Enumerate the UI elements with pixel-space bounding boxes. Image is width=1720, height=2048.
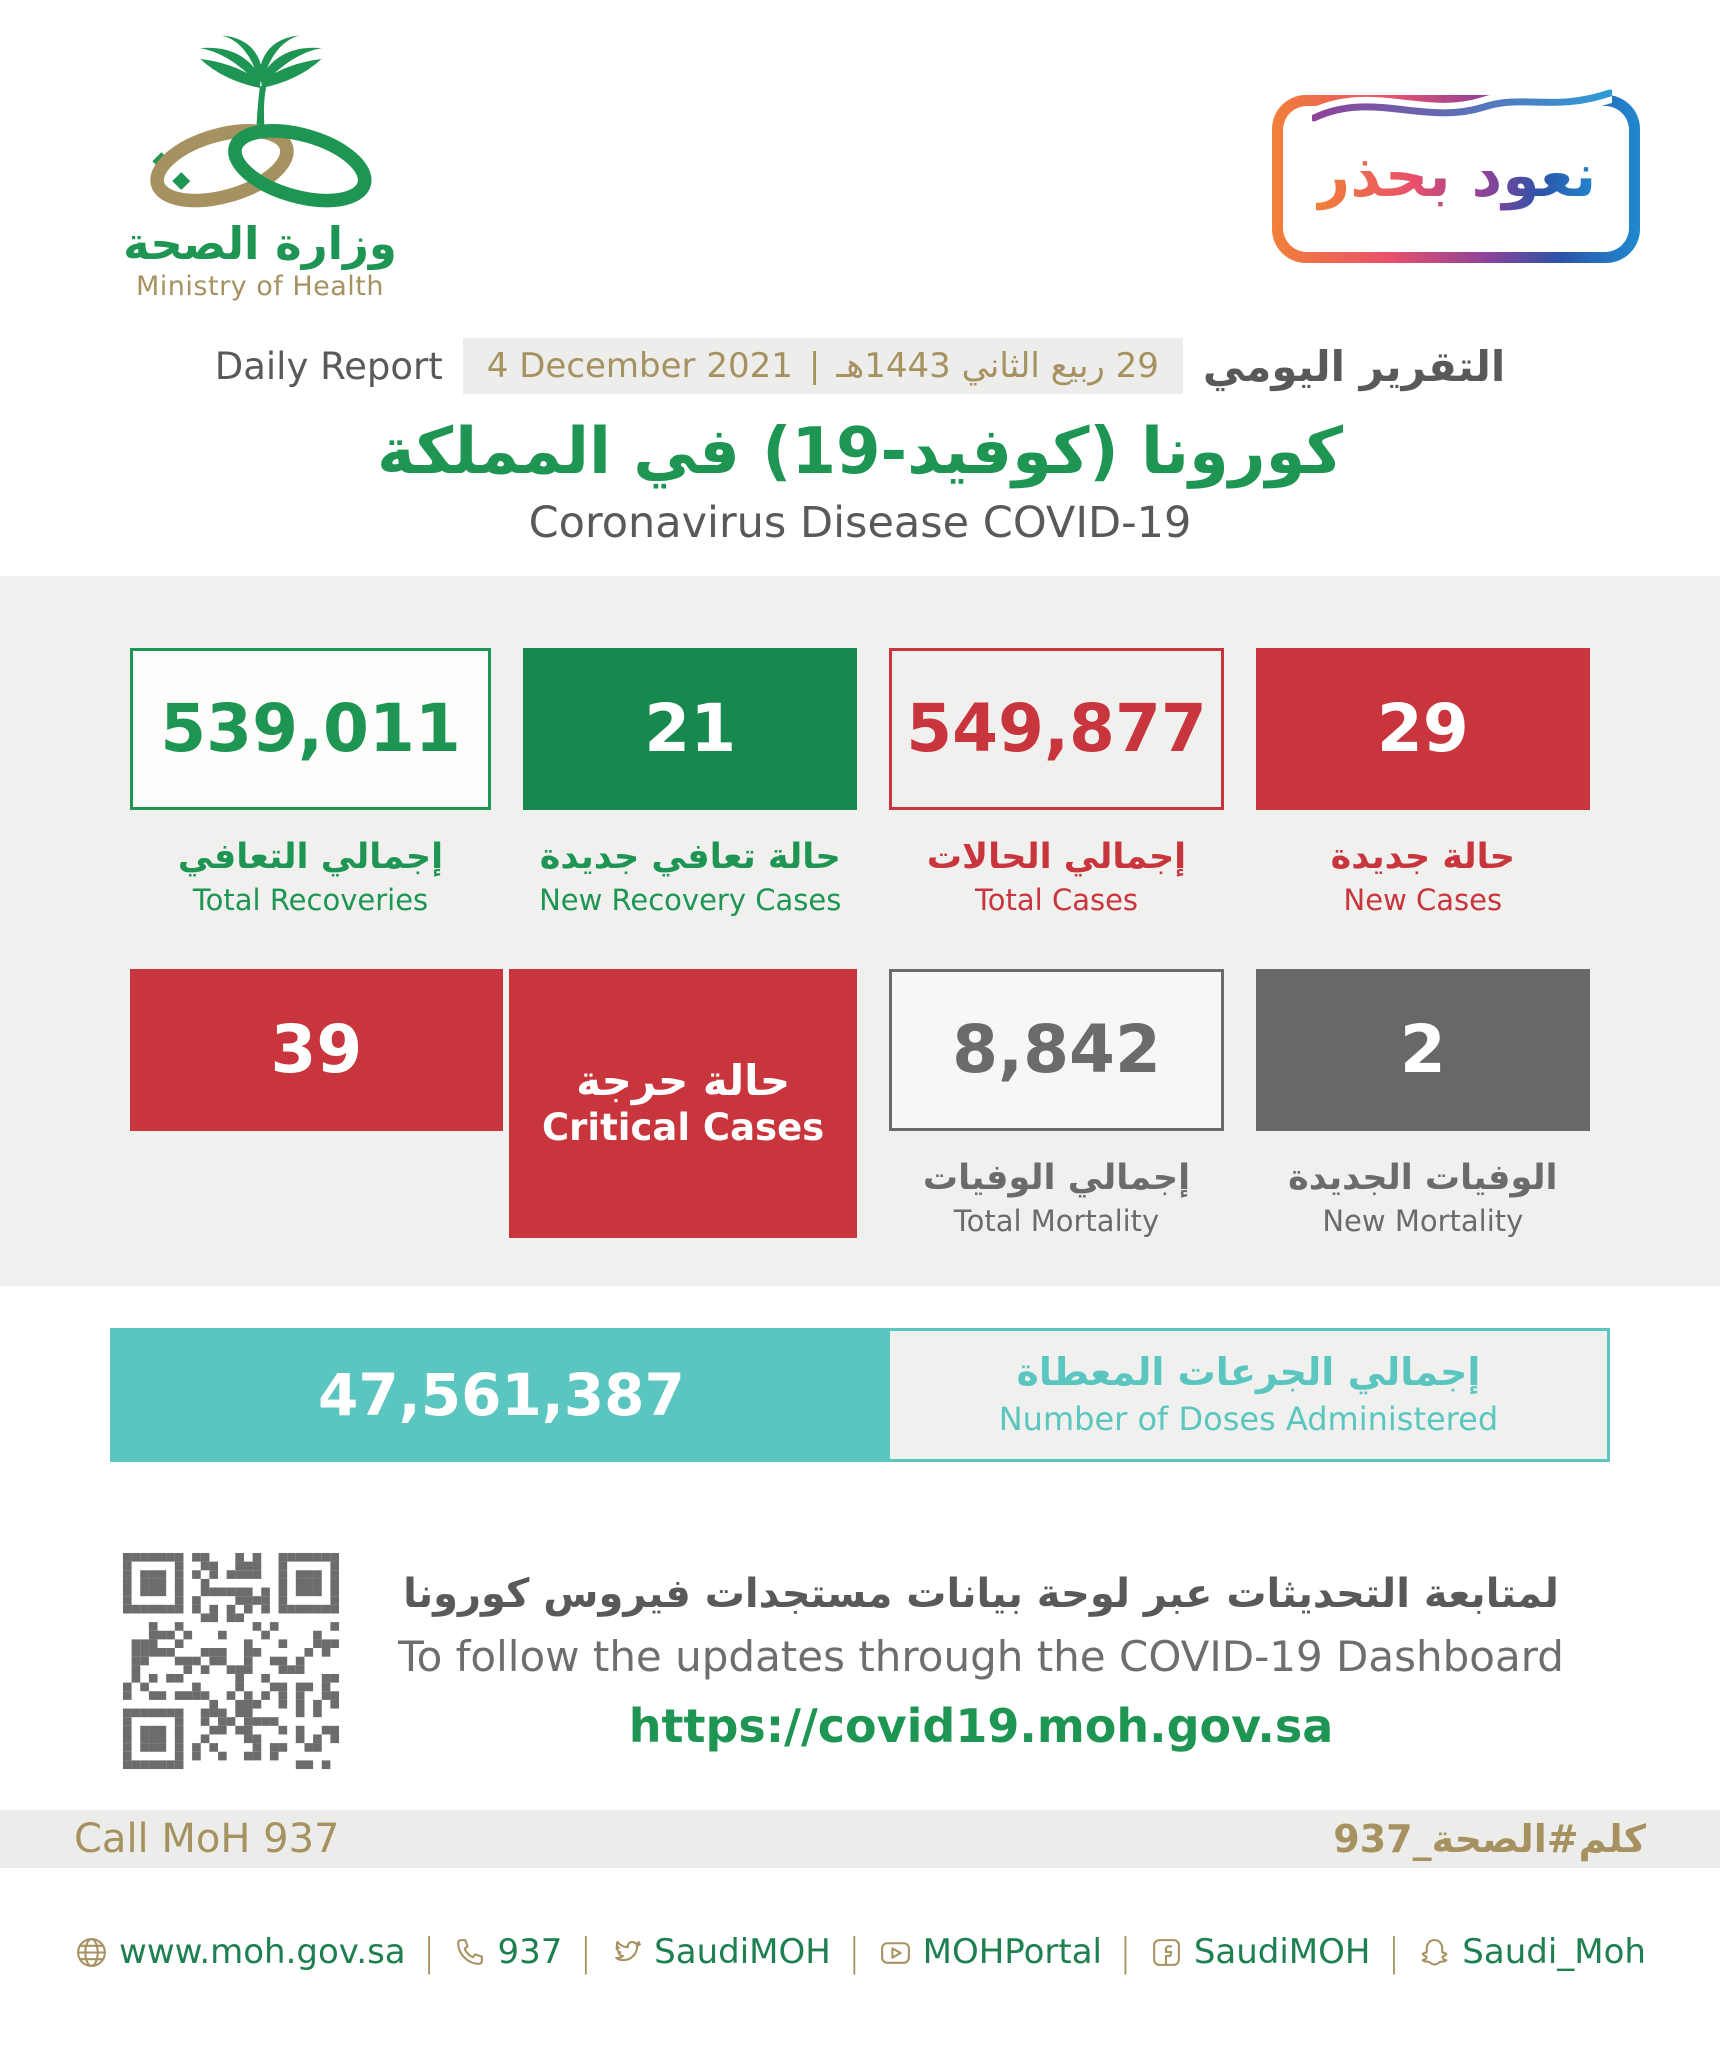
footer-youtube-label: MOHPortal <box>922 1932 1102 1973</box>
date-gregorian: 4 December 2021 <box>486 346 793 386</box>
card-total-cases <box>889 648 1223 917</box>
dashboard-url-link[interactable]: https://covid19.moh.gov.sa <box>628 1698 1334 1753</box>
logo-arabic-name: وزارة الصحة <box>123 217 397 270</box>
total-recoveries-label-ar: إجمالي التعافي <box>177 836 444 877</box>
new-cases-label-ar: حالة جديدة <box>1330 836 1516 877</box>
daily-report-arabic: التقرير اليومي <box>1202 341 1506 391</box>
total-cases-label-en: Total Cases <box>975 883 1139 918</box>
critical-cases-label-ar: حالة حرجة <box>576 1056 791 1106</box>
date-separator: | <box>808 346 821 386</box>
dashboard-line-en: To follow the updates through the COVID-19 Dashboard <box>398 1631 1564 1681</box>
new-mortality-value: 2 <box>1256 969 1590 1131</box>
total-mortality-value: 8,842 <box>889 969 1223 1131</box>
footer-phone-label: 937 <box>497 1932 563 1973</box>
footer-twitter-label: SaudiMOH <box>654 1932 831 1973</box>
total-cases-label-ar: إجمالي الحالات <box>926 836 1187 877</box>
footer-item-youtube[interactable] <box>878 1932 1102 1972</box>
dashboard-text <box>352 1570 1610 1753</box>
doses-value: 47,561,387 <box>317 1361 685 1430</box>
page-title-english: Coronavirus Disease COVID-19 <box>528 497 1192 548</box>
moh-logo <box>92 30 428 302</box>
call-moh-band <box>0 1810 1720 1868</box>
new-cases-value: 29 <box>1256 648 1590 810</box>
doses-bar <box>110 1328 1610 1462</box>
dashboard-line-ar: لمتابعة التحديثات عبر لوحة بيانات مستجدات فيروس كورونا <box>403 1570 1559 1617</box>
footer-item-facebook[interactable] <box>1149 1932 1371 1972</box>
doses-value-box <box>113 1331 890 1459</box>
critical-cases-pair <box>130 969 857 1238</box>
logo-english-name: Ministry of Health <box>136 271 384 303</box>
footer-website-label: www.moh.gov.sa <box>119 1932 406 1973</box>
card-new-recoveries <box>523 648 857 917</box>
new-mortality-label-ar: الوفيات الجديدة <box>1288 1157 1558 1198</box>
doses-label-box <box>890 1331 1607 1459</box>
snapchat-icon <box>1417 1935 1452 1970</box>
card-new-cases <box>1256 648 1590 917</box>
youtube-icon <box>878 1935 913 1970</box>
footer-contacts <box>0 1930 1720 1974</box>
moh-emblem-icon <box>110 30 410 220</box>
stats-section <box>0 576 1720 1287</box>
phone-icon <box>452 1935 487 1970</box>
page-title-arabic: كورونا (كوفيد-19) في المملكة <box>377 415 1343 489</box>
footer-separator: | <box>847 1930 861 1975</box>
card-total-mortality <box>889 969 1223 1238</box>
doses-label-ar: إجمالي الجرعات المعطاة <box>1016 1350 1481 1395</box>
card-new-mortality <box>1256 969 1590 1238</box>
call-moh-english: Call MoH 937 <box>74 1816 340 1863</box>
new-recoveries-value: 21 <box>523 648 857 810</box>
footer-item-website[interactable] <box>74 1932 406 1972</box>
doses-label-en: Number of Doses Administered <box>998 1400 1499 1439</box>
new-mortality-label-en: New Mortality <box>1322 1204 1524 1239</box>
stats-row-2 <box>130 969 1590 1238</box>
footer-separator: | <box>422 1930 436 1975</box>
return-with-caution-badge <box>1272 95 1640 263</box>
critical-cases-label-en: Critical Cases <box>542 1106 825 1150</box>
report-line <box>0 338 1720 394</box>
footer-separator: | <box>1387 1930 1401 1975</box>
date-box <box>463 338 1183 394</box>
badge-swoosh-icon <box>1312 80 1612 134</box>
stats-row-1 <box>130 648 1590 917</box>
daily-report-english: Daily Report <box>214 344 443 388</box>
new-recoveries-label-ar: حالة تعافي جديدة <box>539 836 841 877</box>
twitter-icon <box>609 1935 644 1970</box>
footer-item-twitter[interactable] <box>609 1932 831 1972</box>
new-recoveries-label-en: New Recovery Cases <box>539 883 842 918</box>
total-mortality-label-en: Total Mortality <box>953 1204 1160 1239</box>
footer-item-phone[interactable] <box>452 1932 562 1972</box>
qr-code <box>110 1540 352 1782</box>
total-recoveries-label-en: Total Recoveries <box>192 883 429 918</box>
dashboard-section <box>0 1540 1720 1782</box>
footer-separator: | <box>579 1930 593 1975</box>
footer-facebook-label: SaudiMOH <box>1193 1932 1371 1973</box>
new-cases-label-en: New Cases <box>1343 883 1503 918</box>
card-total-recoveries <box>130 648 491 917</box>
total-recoveries-value: 539,011 <box>130 648 491 810</box>
globe-icon <box>74 1935 109 1970</box>
badge-text: نعود بحذر <box>1316 141 1597 217</box>
footer-separator: | <box>1119 1930 1132 1975</box>
critical-cases-value: 39 <box>130 969 503 1131</box>
footer-snapchat-label: Saudi_Moh <box>1462 1932 1646 1973</box>
facebook-icon <box>1149 1935 1184 1970</box>
total-mortality-label-ar: إجمالي الوفيات <box>922 1157 1191 1198</box>
call-moh-hashtag: كلم#الصحة_937 <box>1333 1817 1646 1862</box>
critical-cases-label-box <box>509 969 857 1238</box>
footer-item-snapchat[interactable] <box>1417 1932 1646 1972</box>
date-hijri: 29 ربيع الثاني 1443هـ <box>836 346 1159 386</box>
header <box>0 0 1720 312</box>
total-cases-value: 549,877 <box>889 648 1223 810</box>
